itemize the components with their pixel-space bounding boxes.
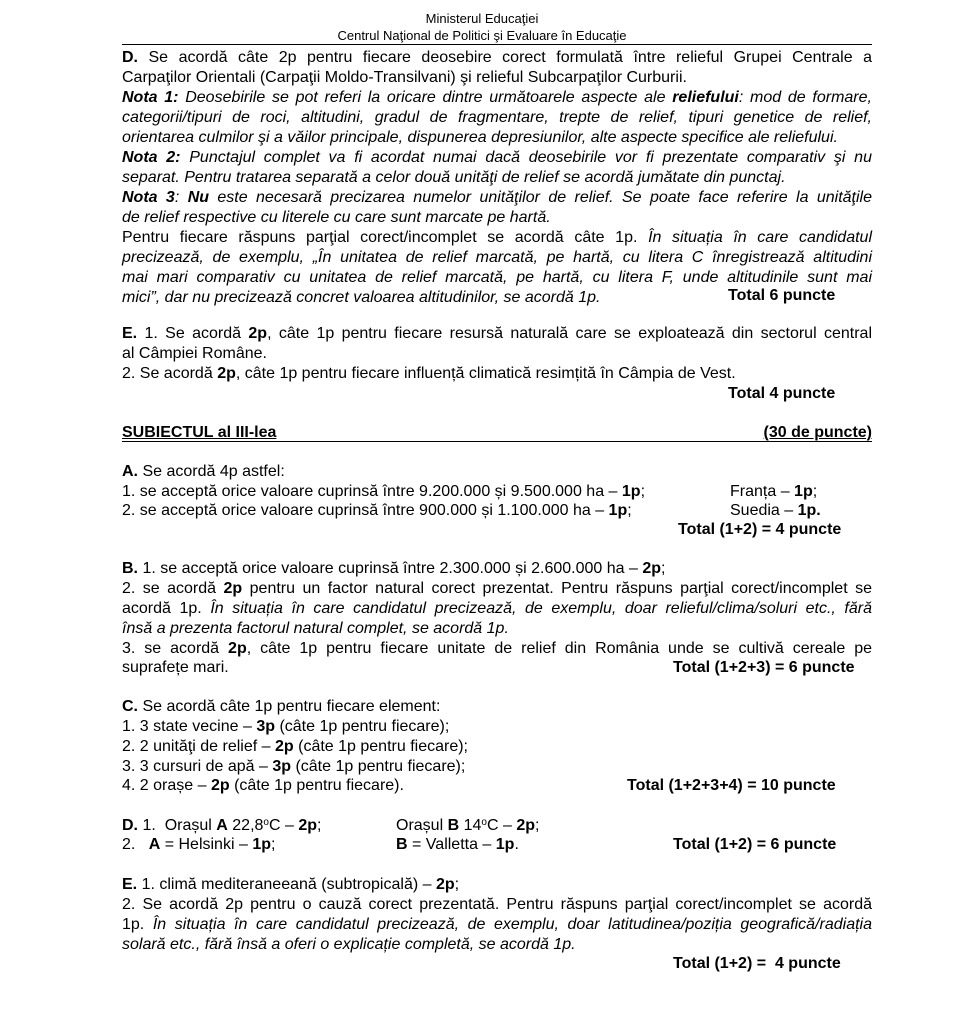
section-e-item-1b: , câte 1p pentru fiecare resursă naturală care se exploatează din sectorul central [267,325,873,342]
section-e-item-2a: 2. Se acordă [122,365,213,382]
part-d-city-b-points: 2p [516,817,535,834]
nota-1-bold: reliefului [672,89,739,106]
part-b-item-3-line-2 [122,658,872,678]
part-d-item-1-number: 1. [142,817,156,834]
nota-1-text-a: Deosebirile se pot referi la oricare dintre următoarele aspecte ale [185,89,666,106]
part-d-answer-a-end: ; [270,836,276,853]
degree-symbol: o [481,817,487,828]
part-c-item-3 [122,757,872,777]
part-d-city-b-label: Orașul [396,817,444,834]
part-a-intro [122,462,872,482]
nota-1-line-2: categorii/tipuri de roci, altitudini, gradul de fragmentare, trepte de relief, tipuri genetice de relief, [122,109,872,126]
part-a-total-row [122,520,872,540]
part-a-country-2: Suedia – [730,502,794,519]
nota-3-label: Nota 3 [122,189,175,206]
part-c-item-2b: (câte 1p pentru fiecare); [298,738,468,755]
part-a-country-2-points: 1p. [797,502,821,519]
part-e-item-1 [122,875,872,895]
part-c-item-4-points: 2p [210,777,230,794]
part-c-item-4 [122,776,872,796]
part-d-answer-b-points: 1p [495,836,515,853]
part-b-item-1-points: 2p [642,560,662,577]
part-c-item-3-points: 3p [272,758,291,775]
subject-3-heading [122,423,872,443]
nota-2-line-1 [122,148,872,168]
section-e-item-1-points: 2p [248,325,268,342]
subject-3-title: SUBIECTUL al III-lea [122,424,277,441]
part-a-item-1 [122,482,872,502]
part-e-item-1-end: ; [454,876,460,893]
section-d-text-2: Carpaţilor Orientali (Carpaţii Moldo-Transilvani) şi relieful Subcarpaţilor Curburii. [122,69,687,86]
partial-text-1a: Pentru fiecare răspuns parţial corect/incomplet se acordă câte 1p. [122,229,638,246]
part-d-city-b-letter: B [447,817,460,834]
header-divider [122,44,872,45]
section-e-item-1a: 1. Se acordă [144,325,242,342]
part-b-item-2-line-2 [122,599,872,619]
part-d-item-2 [122,835,872,855]
section-e-line-2: al Câmpiei Române. [122,345,267,362]
part-a-intro-text: Se acordă 4p astfel: [142,463,285,480]
part-d-city-b-end: ; [534,817,540,834]
part-e-item-2-line-2 [122,915,872,935]
nota-2-line-2: separat. Pentru tratarea separată a celor două unităţi de relief se acordă jumătate din punctaj. [122,169,786,186]
section-d-line-1 [122,48,872,68]
nota-3-text-1: este necesară precizarea numelor unităţilor de relief. Se poate face referire la unităţile [217,189,873,206]
section-d-total-row [122,286,872,306]
partial-line-4: mici”, dar nu precizează concret valoarea altitudinilor, se acordă 1p. [122,289,601,306]
part-d-city-a-label: Orașul [164,817,212,834]
part-c-item-1b: (câte 1p pentru fiecare); [279,718,450,735]
part-d-city-a-end: ; [317,817,322,834]
part-e-item-1-text: 1. climă mediteraneeană (subtropicală) – [141,876,432,893]
subject-3-points: (30 de puncte) [763,424,872,441]
part-c-letter: C. [122,698,138,715]
part-c-intro-text: Se acordă câte 1p pentru fiecare element: [142,698,441,715]
part-a-country-1-points: 1p [794,483,813,500]
part-d-city-b-unit: C – [486,817,512,834]
header-ministry: Ministerul Educaţiei [425,11,539,26]
part-b-item-1 [122,559,872,579]
part-d-total: Total (1+2) = 6 puncte [673,836,837,853]
nota-3-colon: : [174,189,180,206]
partial-line-1 [122,228,872,248]
section-e-total: Total 4 puncte [728,385,836,402]
part-b-item-1-end: ; [661,560,666,577]
part-b-letter: B. [122,560,138,577]
part-a-letter: A. [122,463,138,480]
part-d-letter: D. [122,817,138,834]
part-d-answer-b-end: . [514,836,519,853]
nota-1-line-3: orientarea culmilor şi a văilor principale, dispunerea depresiunilor, alte aspecte specifice ale reliefului. [122,129,838,146]
part-a-item-2 [122,501,872,521]
part-b-item-2-line-3: însă a prezenta factorul natural complet, se acordă 1p. [122,620,509,637]
part-a-item-1-points: 1p [621,483,641,500]
part-d-answer-b-letter: B [396,836,408,853]
part-b-item-3-line-2-text: suprafețe mari. [122,659,229,676]
part-d-answer-b-text: = Valletta – [412,836,492,853]
part-c-item-4a: 4. 2 orașe – [122,777,207,794]
part-b-item-2b: pentru un factor natural corect prezentat. Pentru răspuns parţial corect/incomplet se [249,580,872,597]
part-d-city-a-points: 2p [298,817,318,834]
part-a-item-2-end: ; [627,502,632,519]
partial-line-3: mai mari comparativ cu unitatea de relief marcată, pe hartă, cu litera F, unde altitudinile sunt mai [122,269,872,286]
part-b-item-3b: , câte 1p pentru fiecare unitate de relief din România unde se cultivă cereale pe [246,640,872,657]
header-centre: Centrul Naţional de Politici şi Evaluare în Educaţie [337,28,627,43]
part-b-item-2-line-2b: În situația în care candidatul precizează, de exemplu, doar relieful/clima/soluri etc., fără [210,600,872,617]
part-c-item-3a: 3. 3 cursuri de apă – [122,758,268,775]
part-a-item-1-text: 1. se acceptă orice valoare cuprinsă între 9.200.000 și 9.500.000 ha – [122,483,618,500]
nota-1-line-1 [122,88,872,108]
section-e-letter: E. [122,325,138,342]
part-d-answer-a-points: 1p [252,836,271,853]
degree-symbol: o [263,817,269,828]
part-a-item-2-text: 2. se acceptă orice valoare cuprinsă între 900.000 și 1.100.000 ha – [122,502,605,519]
part-a-item-2-points: 1p [608,502,628,519]
part-b-item-2-line-2a: acordă 1p. [122,600,202,617]
part-e-item-2-line-3: solară etc., fără însă a oferi o explicație completă, se acordă 1p. [122,936,576,953]
part-c-intro [122,697,872,717]
part-a-total: Total (1+2) = 4 puncte [678,521,842,538]
partial-line-2: precizează, de exemplu, „În unitatea de relief marcată, pe hartă, cu litera C înregistrează altitudini [122,249,872,266]
subject-3-divider [122,441,872,442]
part-e-item-2-line-2a: 1p. [122,916,145,933]
section-d-total: Total 6 puncte [728,287,836,304]
part-e-total: Total (1+2) = 4 puncte [673,955,841,972]
section-e-line-1 [122,324,872,344]
section-e-item-2b: , câte 1p pentru fiecare influență climatică resimțită în Câmpia de Vest. [235,365,736,382]
nota-3-nu: Nu [187,189,210,206]
part-e-item-1-points: 2p [435,876,455,893]
part-d-answer-a-letter: A [148,836,161,853]
part-e-item-2-line-2b: În situația în care candidatul precizează, de exemplu, doar latitudinea/poziția geografică/radiația [152,916,872,933]
part-c-item-1-points: 3p [256,718,275,735]
section-d-text-1: Se acordă câte 2p pentru fiecare deosebire corect formulată între relieful Grupei Centrale a [148,49,872,66]
part-c-item-4b: (câte 1p pentru fiecare). [234,777,404,794]
nota-3-line-1 [122,188,872,208]
section-e-item-2-points: 2p [217,365,236,382]
part-a-country-1: Franța – [730,483,790,500]
part-d-city-a-value: 22,8 [232,817,264,834]
part-d-item-1 [122,816,872,836]
part-e-letter: E. [122,876,138,893]
part-a-country-1-end: ; [812,483,818,500]
part-b-item-2-line-1 [122,579,872,599]
part-b-total: Total (1+2+3) = 6 puncte [673,659,855,676]
part-b-item-2a: 2. se acordă [122,580,217,597]
nota-2-text-1: Punctajul complet va fi acordat numai dacă deosebirile vor fi prezentate comparativ şi nu [189,149,872,166]
part-d-item-2-number: 2. [122,836,136,853]
part-c-item-2-points: 2p [275,738,294,755]
part-e-total-row [122,954,872,974]
part-b-item-3-points: 2p [228,640,247,657]
section-e-item-2 [122,364,872,384]
part-b-item-3a: 3. se acordă [122,640,220,657]
section-e-total-row [122,384,872,404]
part-a-item-1-end: ; [640,483,646,500]
part-e-item-2-line-1: 2. Se acordă 2p pentru o cauză corect prezentată. Pentru răspuns parţial corect/incomplet se acordă [122,896,872,913]
part-b-item-2-points: 2p [223,580,243,597]
part-d-city-a-unit: C – [268,817,294,834]
nota-1-text-b: : mod de formare, [738,89,872,106]
section-d-letter: D. [122,49,138,66]
part-c-item-3b: (câte 1p pentru fiecare); [295,758,466,775]
part-c-item-2 [122,737,872,757]
part-d-city-a-letter: A [216,817,228,834]
part-b-item-1-text: 1. se acceptă orice valoare cuprinsă între 2.300.000 și 2.600.000 ha – [142,560,638,577]
partial-text-1b: În situația în care candidatul [648,229,872,246]
part-c-item-1a: 1. 3 state vecine – [122,718,252,735]
part-d-answer-a-text: = Helsinki – [164,836,248,853]
part-d-city-b-value: 14 [463,817,482,834]
part-c-item-1 [122,717,872,737]
part-b-item-3-line-1 [122,639,872,659]
nota-1-label: Nota 1: [122,89,179,106]
part-c-item-2a: 2. 2 unităţi de relief – [122,738,271,755]
nota-3-line-2: de relief respective cu literele cu care sunt marcate pe hartă. [122,209,551,226]
part-c-total: Total (1+2+3+4) = 10 puncte [627,777,836,794]
nota-2-label: Nota 2: [122,149,181,166]
